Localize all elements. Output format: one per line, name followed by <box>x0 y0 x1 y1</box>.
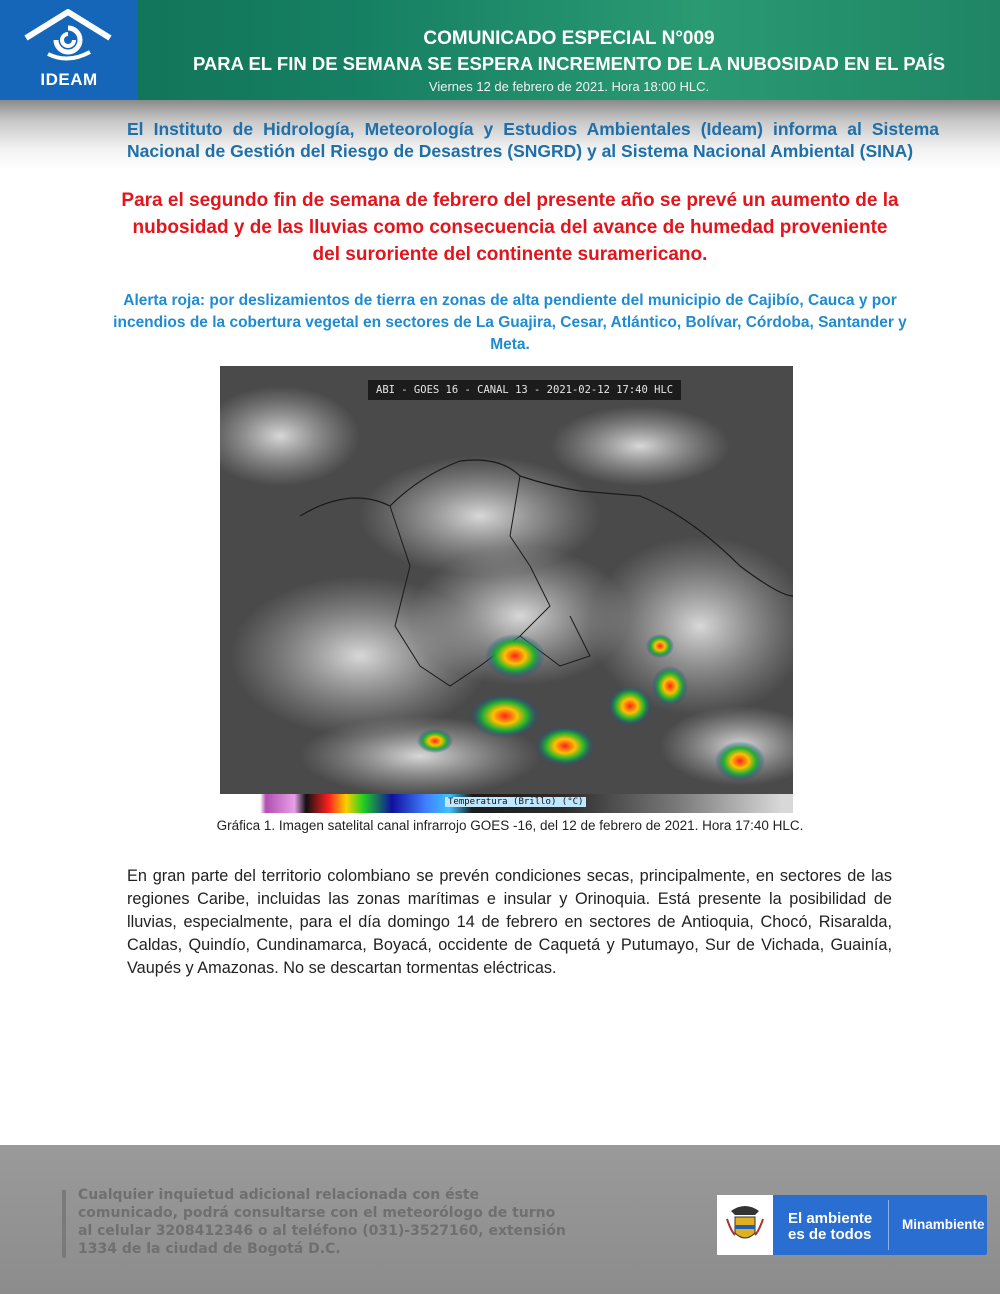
figure-caption: Gráfica 1. Imagen satelital canal infrarrojo GOES -16, del 12 de febrero de 2021. Hora 17:40 HLC. <box>216 818 804 833</box>
temperature-scale-label: Temperatura (Brillo) (°C) <box>445 797 586 807</box>
satellite-image <box>220 366 793 813</box>
intro-paragraph: El Instituto de Hidrología, Meteorología y Estudios Ambientales (Ideam) informa al Sistema Nacional de Gestión del Riesgo de Desastres (SNGRD) y al Sistema Nacional Ambiental (SINA) <box>127 119 939 161</box>
communique-subtitle: PARA EL FIN DE SEMANA SE ESPERA INCREMENTO DE LA NUBOSIDAD EN EL PAÍS <box>192 53 946 74</box>
footer-accent-bar <box>62 1190 66 1258</box>
coat-of-arms-icon <box>725 1201 765 1249</box>
satellite-label: ABI - GOES 16 - CANAL 13 - 2021-02-12 17:40 HLC <box>368 380 681 400</box>
communique-date: Viernes 12 de febrero de 2021. Hora 18:00 HLC. <box>428 79 710 94</box>
ideam-logo-icon <box>18 8 118 70</box>
slogan-line-2: es de todos <box>788 1226 872 1243</box>
red-alert-paragraph: Alerta roja: por deslizamientos de tierra en zonas de alta pendiente del municipio de Cajibío, Cauca y por incendios de la cobertura vegetal en sectores de La Guajira, Cesar, Atlántico, Bolívar, Córdoba, Santander y Meta. <box>113 292 907 353</box>
slogan-line-1: El ambiente <box>788 1210 873 1227</box>
ministry-name: Minambiente <box>902 1217 985 1232</box>
coat-of-arms <box>717 1195 773 1255</box>
communique-title: COMUNICADO ESPECIAL N°009 <box>423 28 715 49</box>
logo-text: IDEAM <box>40 70 98 89</box>
footer-contact: Cualquier inquietud adicional relacionada con éste comunicado, podrá consultarse con el meteorólogo de turno al celular 3208412346 o al teléfono (031)-3527160, extensión 1334 de la ciudad de Bogotá D.C. <box>78 1187 566 1257</box>
ideam-logo <box>0 0 138 100</box>
forecast-paragraph: En gran parte del territorio colombiano se prevén condiciones secas, principalmente, en sectores de las regiones Caribe, incluidas las zonas marítimas e insular y Orinoquia. Está presente la posibilidad de lluvias, especialmente, para el día domingo 14 de febrero en sectores de Antioquia, Chocó, Risaralda, Caldas, Quindío, Cundinamarca, Boyacá, occidente de Caquetá y Putumayo, Sur de Vichada, Guainía, Vaupés y Amazonas. No se descartan tormentas eléctricas. <box>127 867 892 977</box>
brand-separator <box>888 1200 889 1250</box>
satellite-map <box>220 366 793 794</box>
lead-paragraph: Para el segundo fin de semana de febrero del presente año se prevé un aumento de la nubosidad y de las lluvias como consecuencia del avance de humedad proveniente del suroriente del continente suramericano. <box>121 190 899 265</box>
ministry-slogan <box>788 1211 872 1243</box>
